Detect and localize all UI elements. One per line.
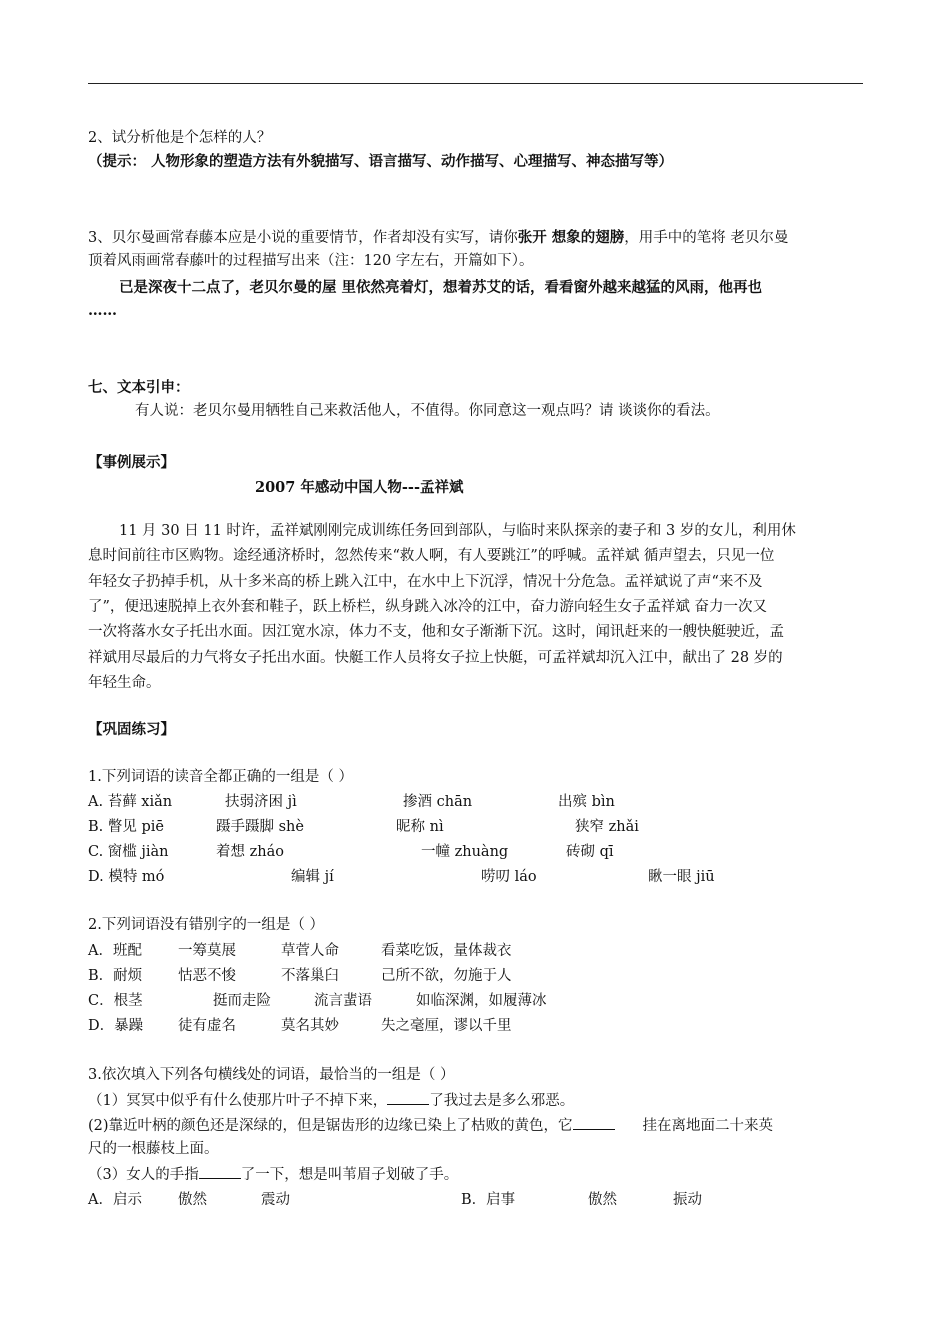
question-2: 2、试分析他是个怎样的人？: [88, 130, 272, 146]
practice-q3-sentence-3: [88, 1164, 458, 1185]
essay-opening-line-1: 已是深夜十二点了，老贝尔曼的屋 里依然亮着灯，想着苏艾的话，看看窗外越来越猛的风雨，他再也: [119, 279, 763, 296]
example-paragraph-line: 11 月 30 日 11 时许，孟祥斌刚刚完成训练任务回到部队，与临时来队探亲的妻子和 3 岁的女儿，利用休: [119, 523, 796, 539]
practice-q1-option-c: [88, 842, 788, 862]
option-item: D. 模特 mó: [88, 869, 165, 885]
option-item: 昵称 nì: [396, 819, 444, 835]
example-paragraph-line: 息时间前往市区购物。途经通济桥时，忽然传来“救人啊，有人要跳江”的呼喊。孟祥斌 循声望去，只见一位: [88, 548, 775, 564]
option-item: 己所不欲，勿施于人: [381, 968, 512, 984]
section-7-title: 七、文本引申：: [88, 379, 190, 396]
option-item: 徒有虚名: [178, 1018, 236, 1034]
option-item: 狭窄 zhǎi: [575, 819, 639, 835]
option-item: 出殡 bìn: [558, 794, 615, 810]
practice-q3-options: [88, 1190, 788, 1210]
header-rule: [88, 83, 863, 84]
option-item: 流言蜚语: [314, 993, 372, 1009]
section-7-prompt: 有人说：老贝尔曼用牺牲自己来救活他人，不值得。你同意这一观点吗？请 谈谈你的看法。: [135, 403, 720, 419]
practice-q2-option-a: [88, 941, 788, 961]
option-item: 如临深渊，如履薄冰: [416, 993, 547, 1009]
example-title: 2007 年感动中国人物---孟祥斌: [255, 479, 464, 496]
question-3-text-b: ，用手中的笔将 老贝尔曼: [624, 230, 789, 246]
example-paragraph-line: 一次将落水女子托出水面。因江宽水凉，体力不支，他和女子渐渐下沉。这时，闻讯赶来的一艘快艇驶近，孟: [88, 624, 784, 640]
example-header: 【事例展示】: [88, 454, 175, 471]
practice-header: 【巩固练习】: [88, 721, 175, 738]
option-item: B. 瞥见 piē: [88, 819, 164, 835]
option-item: 着想 zháo: [216, 844, 284, 860]
practice-q2-stem: 2.下列词语没有错别字的一组是（ ）: [88, 917, 324, 933]
example-paragraph-line: 年轻女子扔掉手机，从十多米高的桥上跳入江中，在水中上下沉浮，情况十分危急。孟祥斌说了声“来不及: [88, 574, 763, 590]
option-item: 砖砌 qī: [566, 844, 614, 860]
question-3-line-2: 顶着风雨画常春藤叶的过程描写出来（注：120 字左右，开篇如下）。: [88, 253, 534, 269]
option-item: 振动: [673, 1192, 702, 1208]
option-item: 挺而走险: [213, 993, 271, 1009]
question-2-hint: （提示： 人物形象的塑造方法有外貌描写、语言描写、动作描写、心理描写、神态描写等）: [88, 153, 674, 170]
option-item: 失之毫厘，谬以千里: [381, 1018, 512, 1034]
option-item: 一幢 zhuàng: [421, 844, 509, 860]
fill-blank: [573, 1115, 615, 1130]
practice-q3-stem: 3.依次填入下列各句横线处的词语，最恰当的一组是（ ）: [88, 1067, 455, 1083]
option-item: B．耐烦: [88, 968, 143, 984]
option-item: 掺酒 chān: [403, 794, 473, 810]
essay-opening-line-2: ……: [88, 302, 117, 319]
option-item: 一筹莫展: [178, 943, 236, 959]
option-item: C. 窗槛 jiàn: [88, 844, 169, 860]
practice-q3-sentence-2: [88, 1115, 773, 1136]
option-item: 蹑手蹑脚 shè: [216, 819, 304, 835]
practice-q2-option-b: [88, 966, 788, 986]
question-3-emphasis: 张开 想象的翅膀: [517, 229, 625, 246]
option-item: 扶弱济困 jì: [225, 794, 297, 810]
practice-q3-sentence-2-cont: 尺的一根藤枝上面。: [88, 1141, 219, 1157]
option-item: 唠叨 láo: [481, 869, 537, 885]
sentence-text: （3）女人的手指: [88, 1167, 199, 1183]
sentence-text: 挂在离地面二十来英: [642, 1118, 774, 1134]
question-3-line-1: [88, 228, 788, 248]
option-item: B．启事: [461, 1192, 516, 1208]
sentence-text: 了我过去是多么邪恶。: [429, 1093, 575, 1109]
option-item: A．班配: [88, 943, 142, 959]
option-item: 看菜吃饭，量体裁衣: [381, 943, 512, 959]
option-item: 傲然: [178, 1192, 207, 1208]
sentence-text: 了一下，想是叫苇眉子划破了手。: [240, 1167, 459, 1183]
option-item: 震动: [261, 1192, 290, 1208]
option-item: 编辑 jí: [291, 869, 334, 885]
practice-q1-stem: 1.下列词语的读音全都正确的一组是（ ）: [88, 769, 353, 785]
option-item: 怙恶不悛: [178, 968, 236, 984]
fill-blank: [387, 1090, 429, 1105]
practice-q2-option-c: [88, 991, 788, 1011]
fill-blank: [199, 1164, 241, 1179]
practice-q3-sentence-1: [88, 1090, 574, 1111]
example-paragraph-line: 年轻生命。: [88, 675, 161, 691]
sentence-text: (2)靠近叶柄的颜色还是深绿的，但是锯齿形的边缘已染上了枯败的黄色，它: [88, 1118, 573, 1134]
option-item: D．暴躁: [88, 1018, 144, 1034]
example-paragraph-line: 祥斌用尽最后的力气将女子托出水面。快艇工作人员将女子拉上快艇，可孟祥斌却沉入江中，献出了 28 岁的: [88, 650, 783, 666]
practice-q2-option-d: [88, 1016, 788, 1036]
option-item: 不落巢臼: [281, 968, 339, 984]
option-item: A. 苔藓 xiǎn: [88, 794, 173, 810]
option-item: A．启示: [88, 1192, 142, 1208]
option-item: 草菅人命: [281, 943, 339, 959]
practice-q1-option-b: [88, 817, 788, 837]
option-item: 傲然: [588, 1192, 617, 1208]
option-item: C．根茎: [88, 993, 143, 1009]
question-3-text-a: 3、贝尔曼画常春藤本应是小说的重要情节，作者却没有实写，请你: [88, 230, 518, 246]
practice-q1-option-a: [88, 792, 788, 812]
sentence-text: （1）冥冥中似乎有什么使那片叶子不掉下来，: [88, 1093, 388, 1109]
example-paragraph-line: 了”，便迅速脱掉上衣外套和鞋子，跃上桥栏，纵身跳入冰冷的江中，奋力游向轻生女子孟祥斌 奋力一次又: [88, 599, 768, 615]
practice-q1-option-d: [88, 867, 788, 887]
option-item: 瞅一眼 jiū: [648, 869, 715, 885]
option-item: 莫名其妙: [281, 1018, 339, 1034]
